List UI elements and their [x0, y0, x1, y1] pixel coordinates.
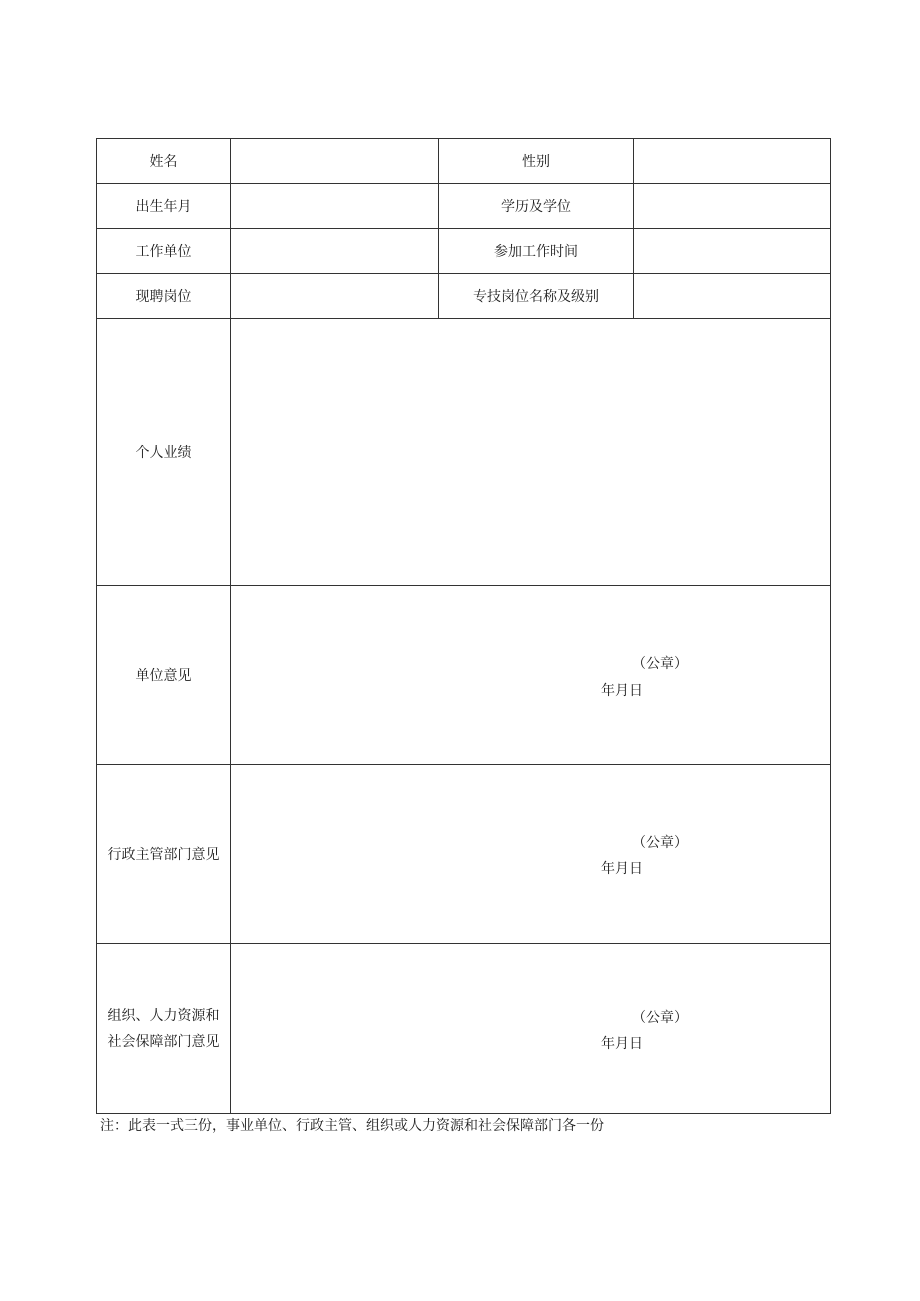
table-row: [97, 274, 831, 319]
org-opinion-field[interactable]: [231, 944, 831, 1114]
application-form-table: [96, 138, 831, 1114]
admin-opinion-field[interactable]: [231, 765, 831, 944]
seal-text: （公章）: [632, 656, 688, 672]
education-label: 学历及学位: [439, 184, 634, 229]
birth-field[interactable]: [231, 184, 439, 229]
date-text: 年月日: [601, 1036, 643, 1052]
footnote: 注：此表一式三份，事业单位、行政主管、组织或人力资源和社会保障部门各一份: [100, 1118, 604, 1134]
date-text: 年月日: [601, 861, 643, 877]
current-post-label: 现聘岗位: [97, 274, 231, 319]
table-row: [97, 765, 831, 944]
table-row: [97, 229, 831, 274]
org-opinion-label: [97, 944, 231, 1114]
workplace-field[interactable]: [231, 229, 439, 274]
org-opinion-label-line2: 社会保障部门意见: [107, 1033, 220, 1050]
gender-label: 性别: [439, 139, 634, 184]
work-start-label: 参加工作时间: [439, 229, 634, 274]
table-row: [97, 944, 831, 1114]
name-label: 姓名: [97, 139, 231, 184]
table-row: [97, 586, 831, 765]
table-row: [97, 139, 831, 184]
workplace-label: 工作单位: [97, 229, 231, 274]
admin-opinion-label: 行政主管部门意见: [97, 765, 231, 944]
current-post-field[interactable]: [231, 274, 439, 319]
seal-text: （公章）: [632, 1010, 688, 1026]
performance-field[interactable]: [231, 319, 831, 586]
seal-text: （公章）: [632, 835, 688, 851]
unit-opinion-field[interactable]: [231, 586, 831, 765]
education-field[interactable]: [634, 184, 831, 229]
performance-label: 个人业绩: [97, 319, 231, 586]
gender-field[interactable]: [634, 139, 831, 184]
tech-post-field[interactable]: [634, 274, 831, 319]
org-opinion-label-line1: 组织、人力资源和: [107, 1007, 220, 1024]
birth-label: 出生年月: [97, 184, 231, 229]
table-row: [97, 184, 831, 229]
work-start-field[interactable]: [634, 229, 831, 274]
date-text: 年月日: [601, 683, 643, 699]
unit-opinion-label: 单位意见: [97, 586, 231, 765]
tech-post-label: 专技岗位名称及级别: [439, 274, 634, 319]
table-row: [97, 319, 831, 586]
name-field[interactable]: [231, 139, 439, 184]
